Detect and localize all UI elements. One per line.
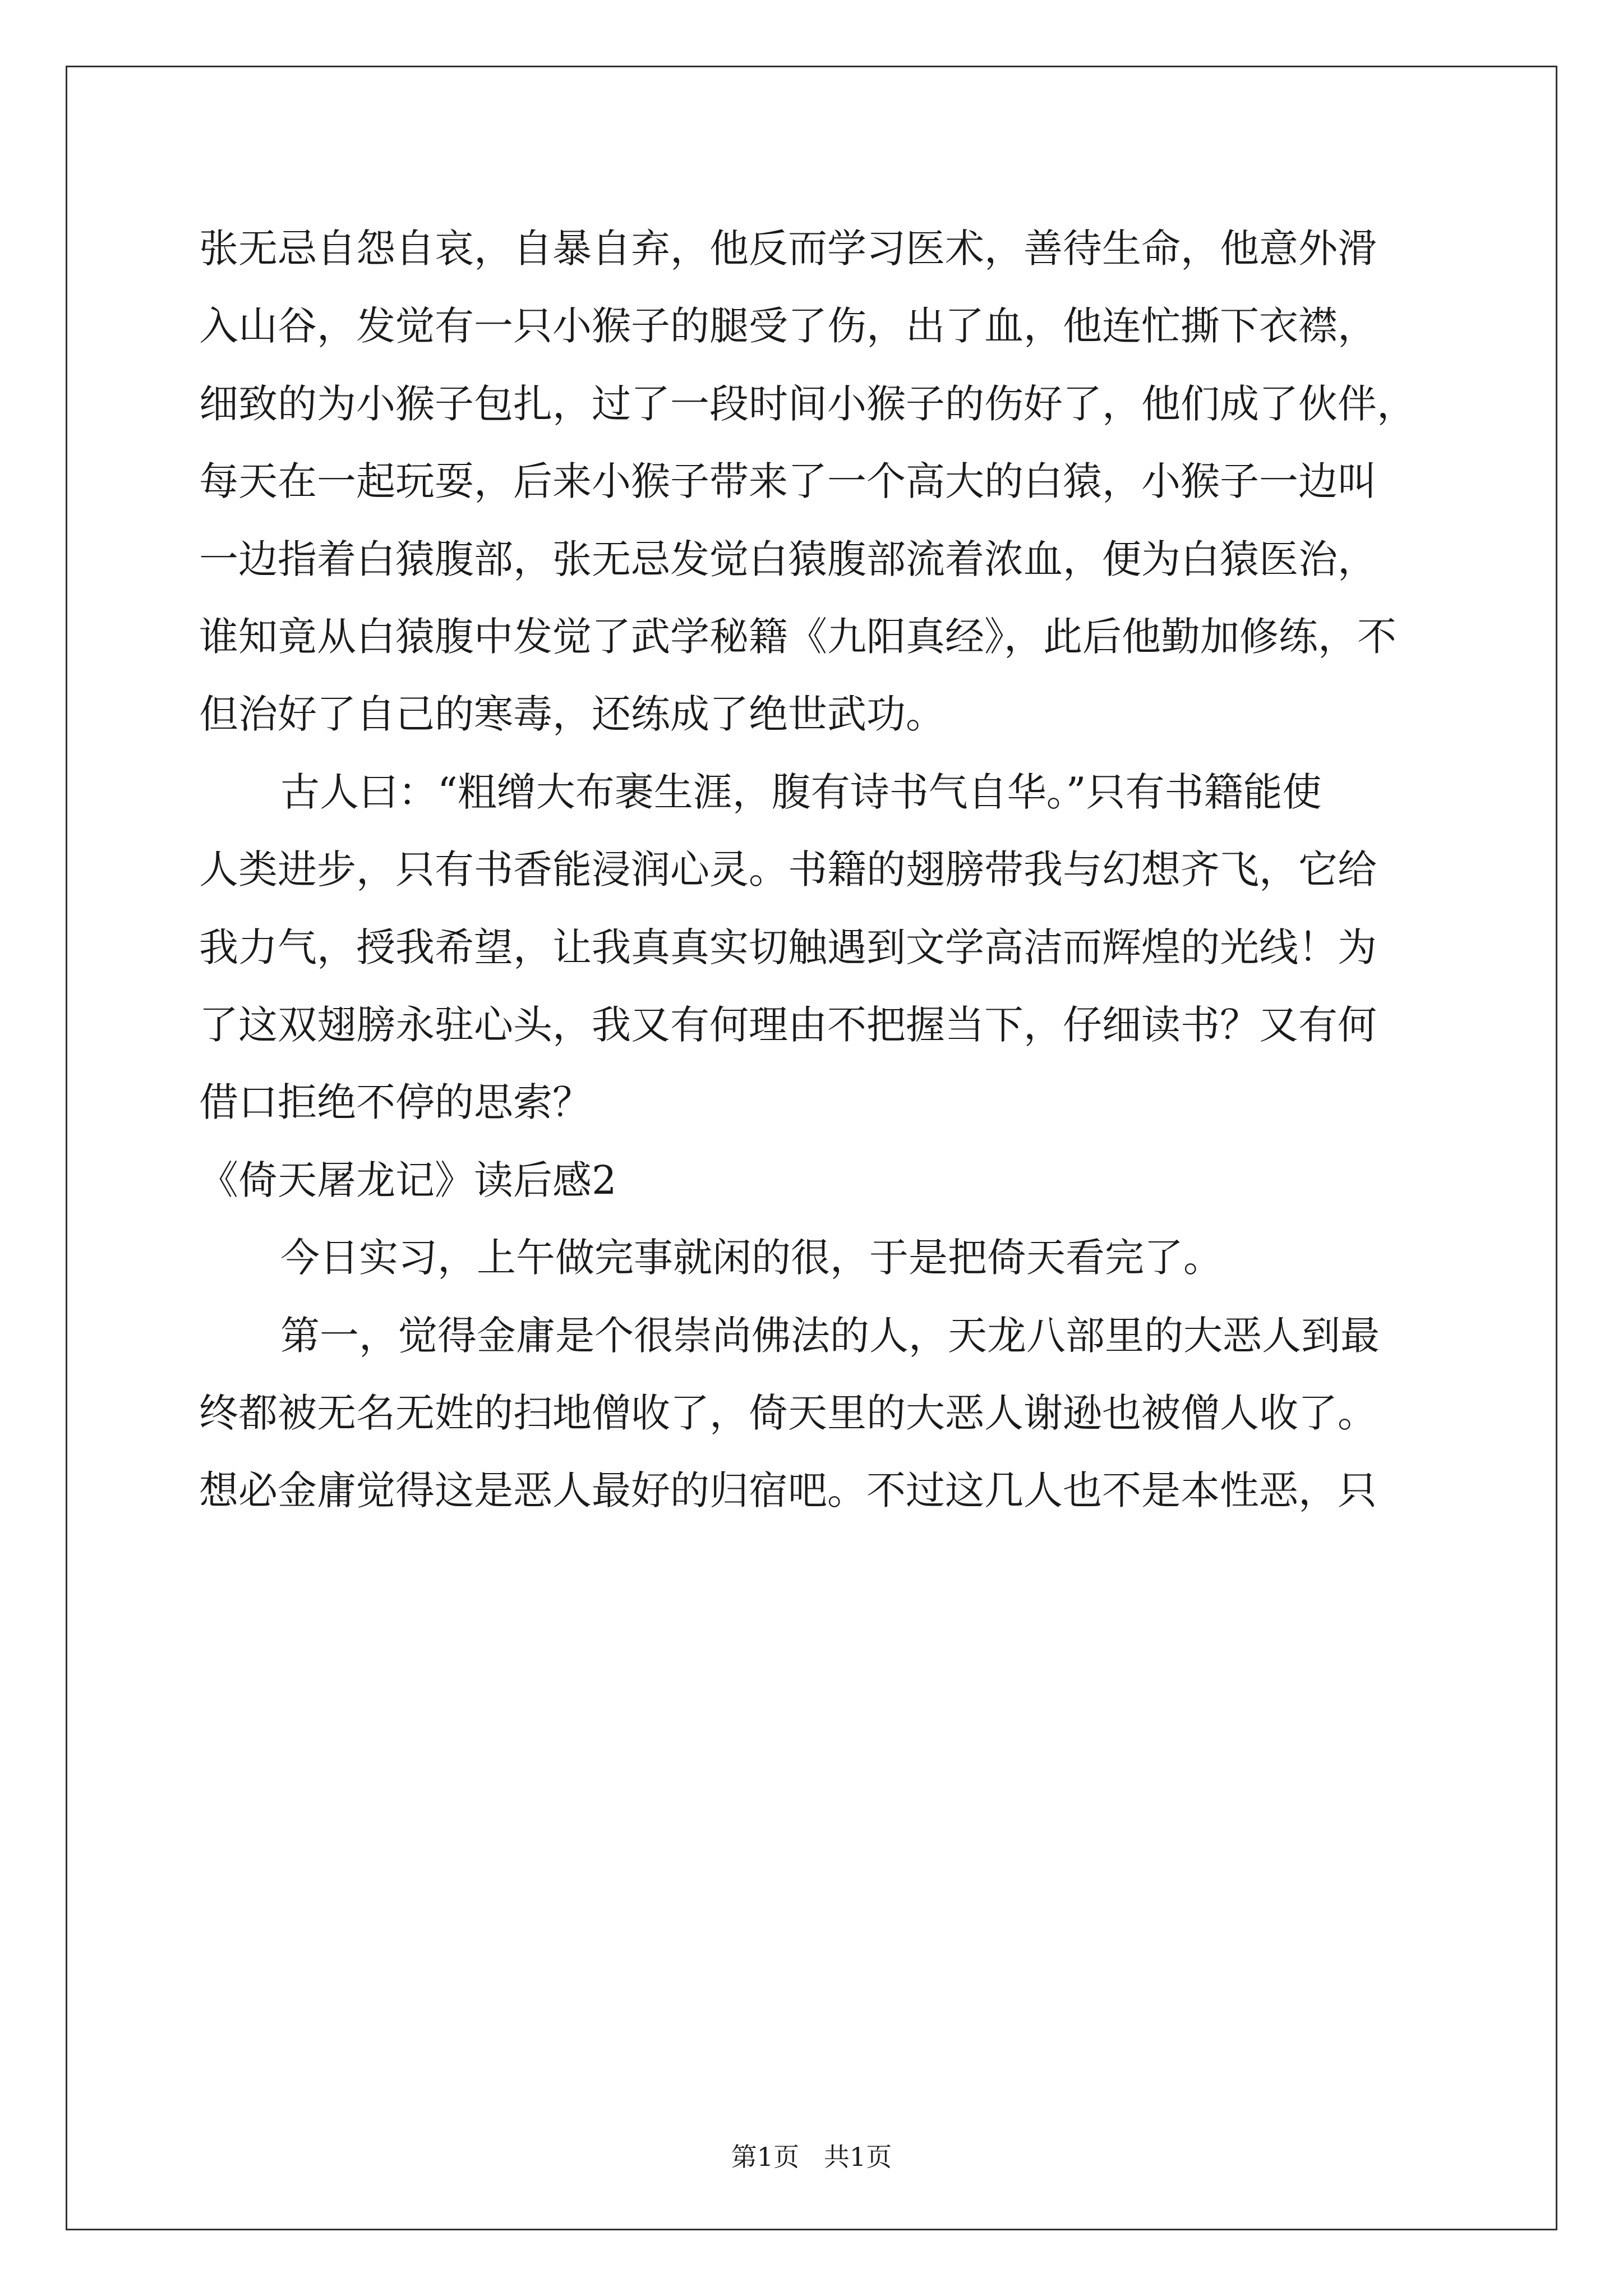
text-line-4: 每天在一起玩耍，后来小猴子带来了一个高大的白猿，小猴子一边叫: [199, 458, 1377, 504]
paragraph-start-line: 古人曰：“粗缯大布裹生涯，腹有诗书气自华。”只有书籍能使: [280, 769, 1322, 815]
text-line-5: 一边指着白猿腹部，张无忌发觉白猿腹部流着浓血，便为白猿医治，: [199, 536, 1377, 582]
text-line-7: 但治好了自己的寒毒，还练成了绝世武功。: [199, 691, 945, 737]
text-line-17: 想必金庸觉得这是恶人最好的归宿吧。不过这几人也不是本性恶，只: [199, 1467, 1377, 1513]
section-heading: 《倚天屠龙记》读后感2: [199, 1157, 617, 1203]
text-line-2: 入山谷，发觉有一只小猴子的腿受了伤，出了血，他连忙撕下衣襟，: [199, 303, 1377, 349]
text-line-11: 了这双翅膀永驻心头，我又有何理由不把握当下，仔细读书？又有何: [199, 1002, 1377, 1048]
paragraph-start-line: 今日实习，上午做完事就闲的很，于是把倚天看完了。: [280, 1235, 1223, 1281]
text-line-9: 人类进步，只有书香能浸润心灵。书籍的翅膀带我与幻想齐飞，它给: [199, 846, 1377, 892]
paragraph-start-line: 第一，觉得金庸是个很崇尚佛法的人，天龙八部里的大恶人到最: [280, 1313, 1380, 1359]
text-line-12: 借口拒绝不停的思索？: [199, 1079, 592, 1125]
text-line-3: 细致的为小猴子包扎，过了一段时间小猴子的伤好了，他们成了伙伴，: [199, 381, 1416, 427]
text-line-10: 我力气，授我希望，让我真真实切触遇到文学高洁而辉煌的光线！为: [199, 924, 1377, 970]
text-line-1: 张无忌自怨自哀，自暴自弃，他反而学习医术，善待生命，他意外滑: [199, 226, 1377, 272]
text-line-16: 终都被无名无姓的扫地僧收了，倚天里的大恶人谢逊也被僧人收了。: [199, 1390, 1377, 1436]
text-line-6: 谁知竟从白猿腹中发觉了武学秘籍《九阳真经》，此后他勤加修练，不: [199, 614, 1396, 660]
page-footer: 第1页 共1页: [731, 2142, 892, 2172]
